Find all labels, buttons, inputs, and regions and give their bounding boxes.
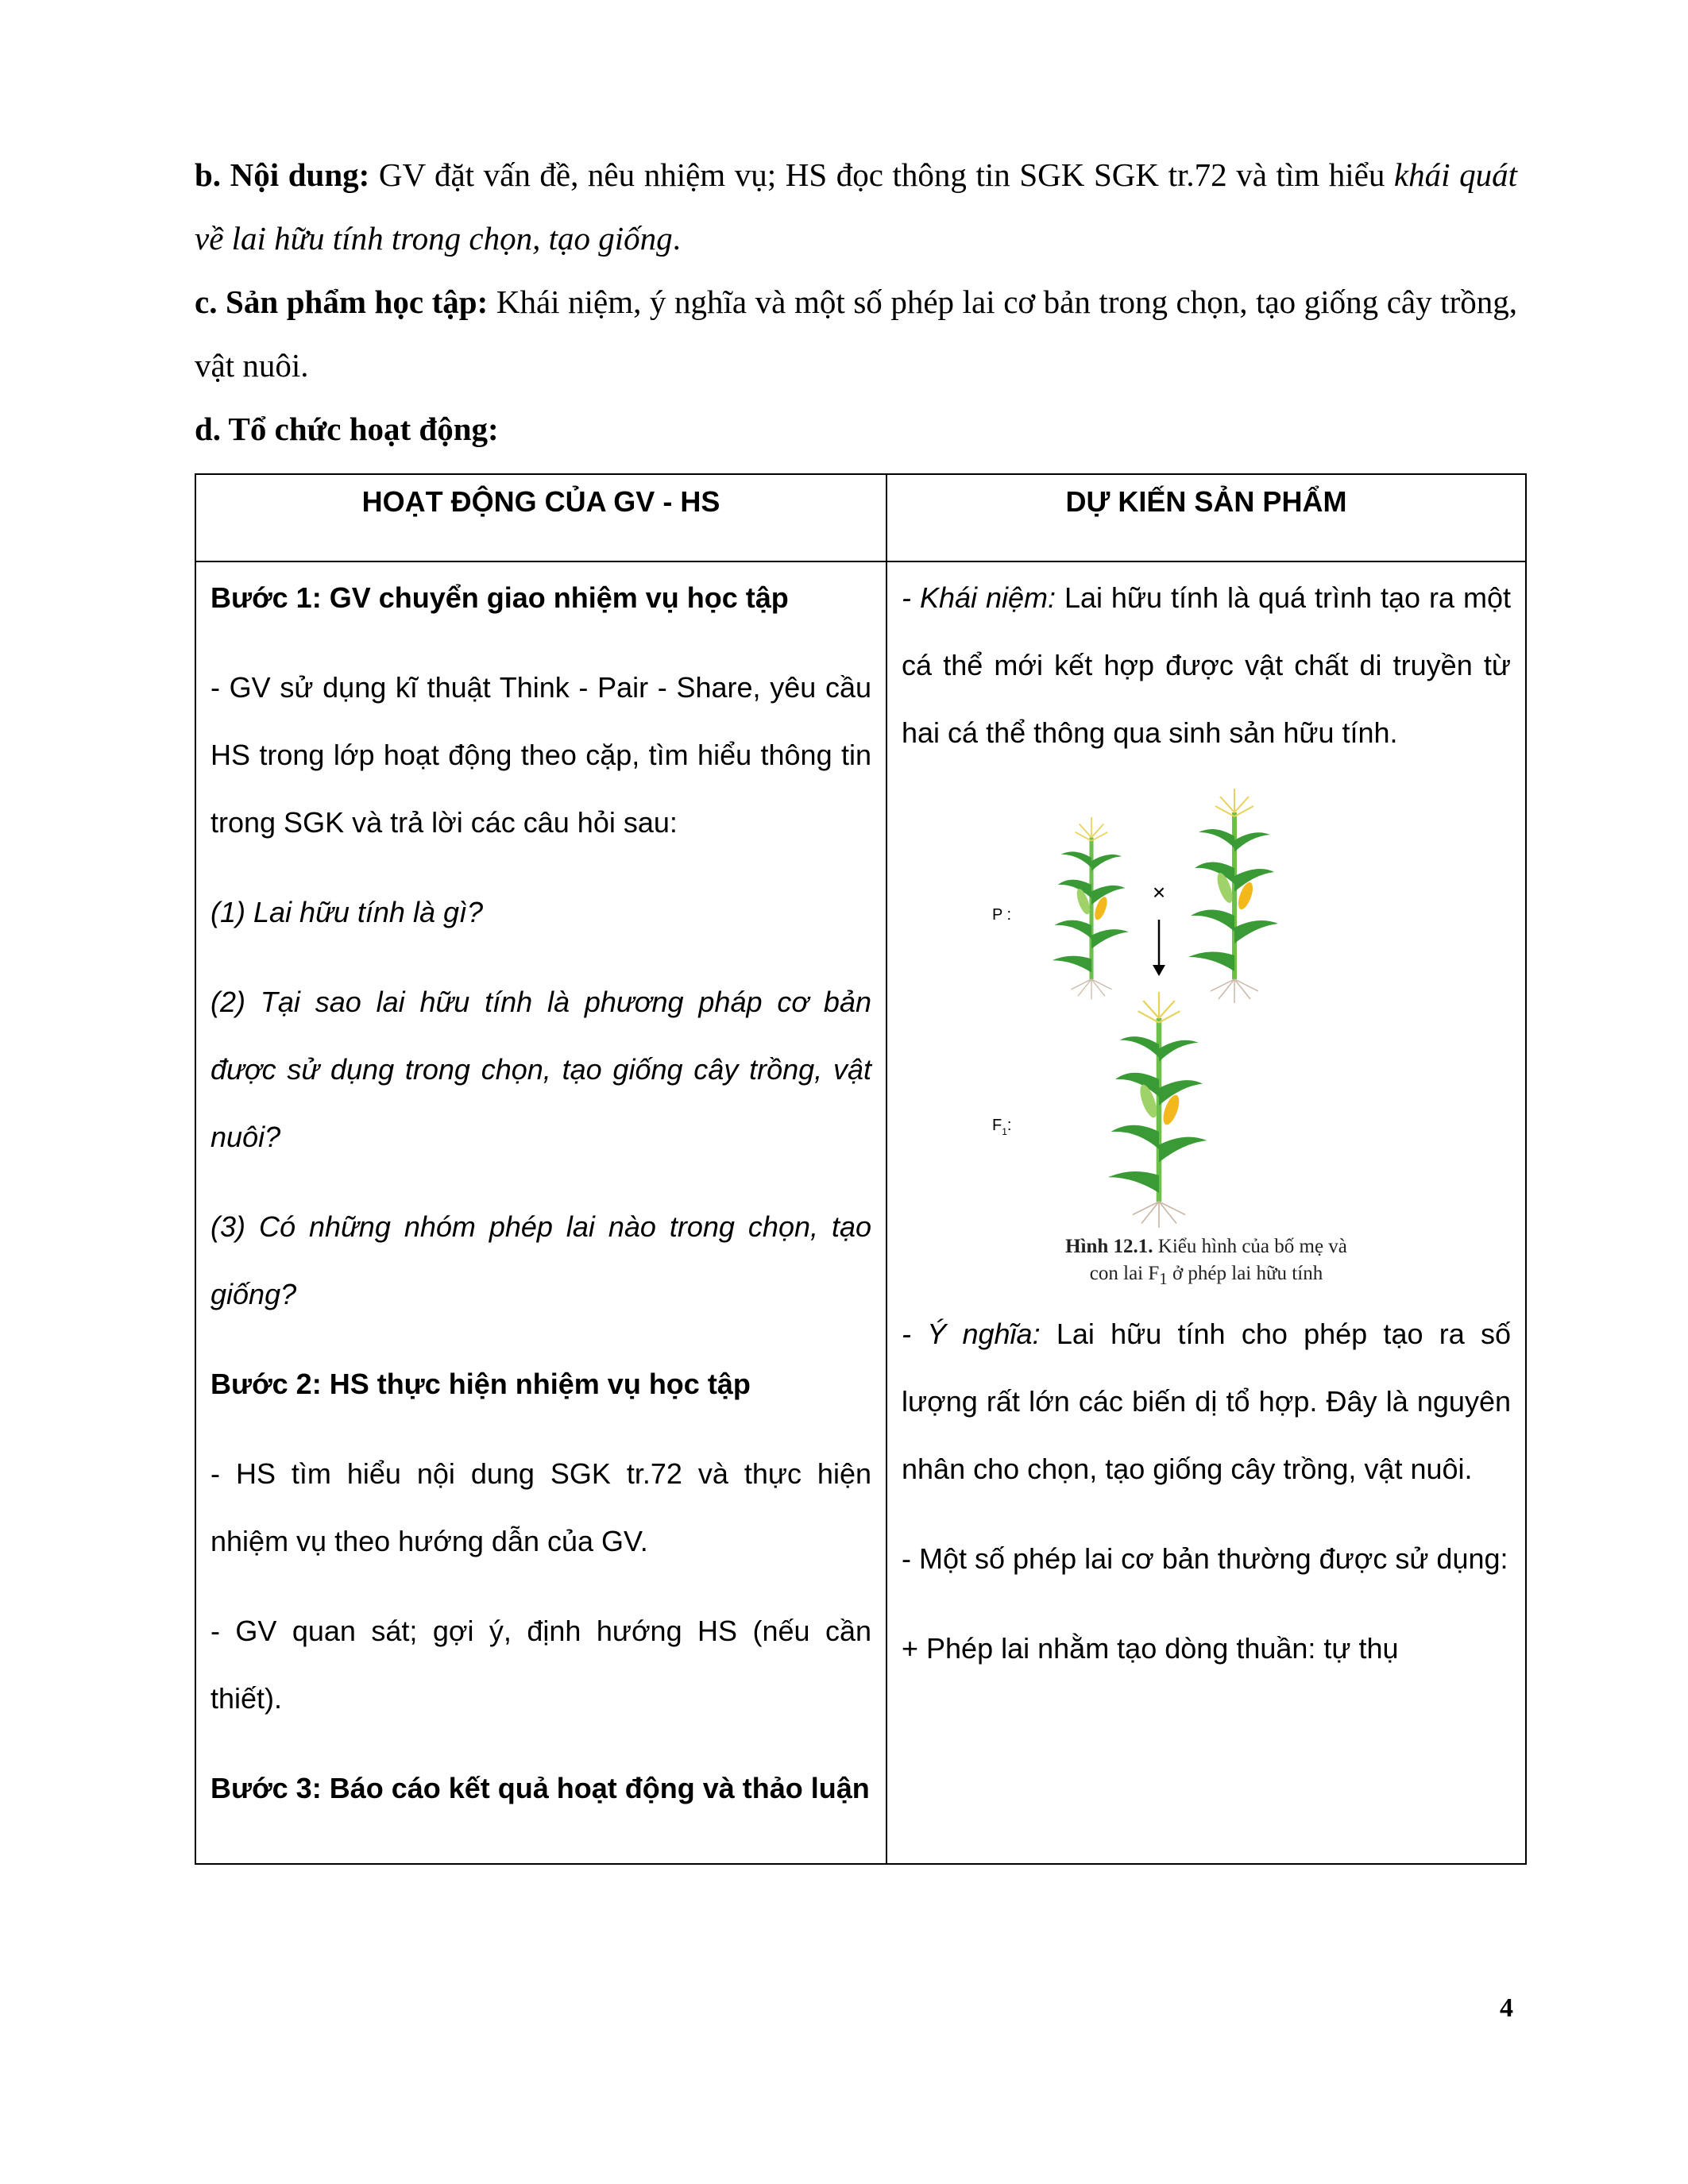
meaning-paragraph — [902, 1300, 1511, 1503]
question-2-text: (2) Tại sao lai hữu tính là phương pháp cơ bản được sử dụng trong chọn, tạo giống cây trồng, vật nuôi? — [211, 986, 871, 1153]
meaning-label: - Ý nghĩa: — [902, 1318, 1041, 1350]
caption-line-1 — [929, 1233, 1485, 1260]
intro-section — [195, 143, 1517, 461]
caption-text-2b: ở phép lai hữu tính — [1167, 1263, 1323, 1284]
content-end: . — [672, 220, 681, 257]
question-1-text: (1) Lai hữu tính là gì? — [211, 896, 484, 928]
caption-sub: 1 — [1159, 1269, 1168, 1288]
f1-label: $F_1$: — [991, 1117, 1011, 1137]
product-label: c. Sản phẩm học tập: — [195, 284, 489, 320]
content-label: b. Nội dung: — [195, 156, 370, 193]
step2-heading — [211, 1350, 871, 1418]
step3-label: Bước 3: Báo cáo kết quả hoạt động và thảo luận — [211, 1772, 870, 1804]
table-row — [195, 561, 1526, 1864]
figure-caption — [929, 1233, 1485, 1292]
crosses-item-1: + Phép lai nhằm tạo dòng thuần: tự thụ — [902, 1632, 1399, 1665]
page-number: 4 — [1500, 1993, 1513, 2023]
crosses-paragraph: - Một số phép lai cơ bản thường được sử dụng: — [902, 1542, 1508, 1575]
corn-cross-diagram — [984, 789, 1429, 1233]
cross-symbol: × — [1152, 880, 1165, 905]
step2-text-2: - GV quan sát; gợi ý, định hướng HS (nếu cần thiết). — [211, 1615, 871, 1715]
organize-label: d. Tổ chức hoạt động: — [195, 411, 499, 447]
header-teacher-student: HOẠT ĐỘNG CỦA GV - HS — [195, 474, 886, 561]
caption-line-2 — [929, 1260, 1485, 1292]
step3-heading — [211, 1754, 871, 1822]
content-paragraph — [195, 143, 1517, 270]
caption-text-2a: con lai F — [1089, 1263, 1160, 1284]
content-text: GV đặt vấn đề, nêu nhiệm vụ; HS đọc thông tin SGK SGK tr.72 và tìm hiểu — [369, 156, 1394, 193]
caption-text-1: Kiểu hình của bố mẹ và — [1153, 1236, 1347, 1257]
table-header-row — [195, 474, 1526, 561]
product-cell — [886, 561, 1526, 1864]
concept-paragraph — [902, 564, 1511, 766]
activity-cell — [195, 561, 886, 1864]
question-3-text: (3) Có những nhóm phép lai nào trong chọn, tạo giống? — [211, 1210, 871, 1310]
p-label: P : — [991, 906, 1011, 924]
parent-plant-1 — [1052, 817, 1128, 1000]
step1-heading — [211, 564, 871, 631]
activity-table — [195, 473, 1527, 1865]
content-italic: khái quát về lai hữu tính trong chọn, tạo giống — [195, 156, 1517, 257]
arrow-head — [1153, 965, 1165, 976]
meaning-text: Lai hữu tính cho phép tạo ra số lượng rất lớn các biến dị tổ hợp. Đây là nguyên nhân cho chọn, tạo giống cây trồng, vật nuôi. — [902, 1318, 1512, 1485]
product-text: Khái niệm, ý nghĩa và một số phép lai cơ bản trong chọn, tạo giống cây trồng, vật nuôi. — [195, 284, 1517, 384]
header-expected-product: DỰ KIẾN SẢN PHẨM — [886, 474, 1526, 561]
f1-plant — [1108, 992, 1207, 1228]
question-1 — [211, 878, 871, 946]
figure-corn-cross — [929, 789, 1485, 1292]
product-paragraph — [195, 270, 1517, 397]
step1-label: Bước 1: GV chuyển giao nhiệm vụ học tập — [211, 581, 789, 614]
concept-label: - Khái niệm: — [902, 581, 1056, 614]
step2-text-1: - HS tìm hiểu nội dung SGK tr.72 và thực hiện nhiệm vụ theo hướng dẫn của GV. — [211, 1457, 871, 1557]
organize-heading — [195, 397, 1517, 461]
step2-label: Bước 2: HS thực hiện nhiệm vụ học tập — [211, 1368, 751, 1400]
step1-text: - GV sử dụng kĩ thuật Think - Pair - Share, yêu cầu HS trong lớp hoạt động theo cặp, tìm hiểu thông tin trong SGK và trả lời các câu hỏi sau: — [211, 671, 871, 839]
caption-title: Hình 12.1. — [1065, 1236, 1153, 1257]
question-2 — [211, 968, 871, 1171]
parent-plant-2 — [1188, 789, 1278, 1003]
concept-text: Lai hữu tính là quá trình tạo ra một cá thể mới kết hợp được vật chất di truyền từ hai cá thể thông qua sinh sản hữu tính. — [902, 581, 1511, 749]
question-3 — [211, 1193, 871, 1328]
